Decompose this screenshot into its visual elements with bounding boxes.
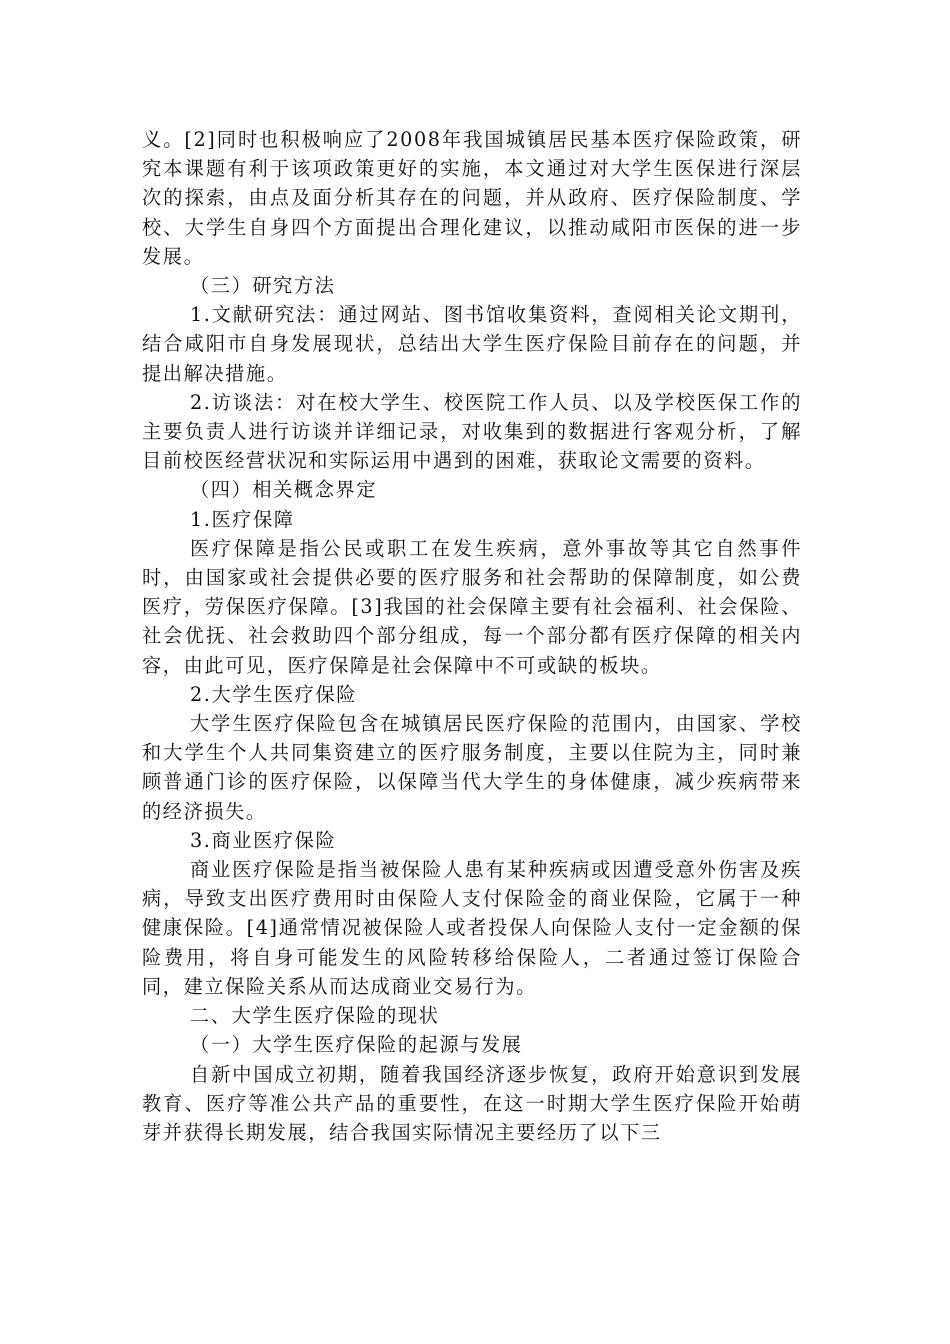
section-heading: （四）相关概念界定 [190, 478, 378, 502]
section-heading: （一）大学生医疗保险的起源与发展 [190, 1033, 523, 1057]
body-paragraph: 自新中国成立初期，随着我国经济逐步恢复，政府开始意识到发展教育、医疗等准公共产品的重要性，在这一时期大学生医疗保险开始萌芽并获得长期发展，结合我国实际情况主要经历了以下三 [142, 1062, 802, 1144]
body-paragraph: 医疗保障是指公民或职工在发生疾病，意外事故等其它自然事件时，由国家或社会提供必要的医疗服务和社会帮助的保障制度，如公费医疗，劳保医疗保障。[3]我国的社会保障主要有社会福利、社会保险、社会优抚、社会救助四个部分组成，每一个部分都有医疗保障的相关内容，由此可见，医疗保障是社会保障中不可或缺的板块。 [142, 536, 802, 677]
section-heading: （三）研究方法 [190, 274, 336, 298]
subsection-heading: 2.大学生医疗保险 [190, 682, 358, 706]
body-paragraph: 2.访谈法：对在校大学生、校医院工作人员、以及学校医保工作的主要负责人进行访谈并详细记录，对收集到的数据进行客观分析，了解目前校医经营状况和实际运用中遇到的困难，获取论文需要的资料。 [142, 390, 802, 473]
body-paragraph: 大学生医疗保险包含在城镇居民医疗保险的范围内，由国家、学校和大学生个人共同集资建立的医疗服务制度，主要以住院为主，同时兼顾普通门诊的医疗保险，以保障当代大学生的身体健康，减少疾病带来的经济损失。 [142, 712, 802, 823]
subsection-heading: 3.商业医疗保险 [190, 828, 337, 852]
subsection-heading: 1.医疗保障 [190, 507, 295, 531]
body-paragraph: 商业医疗保险是指当被保险人患有某种疾病或因遭受意外伤害及疾病，导致支出医疗费用时由保险人支付保险金的商业保险，它属于一种健康保险。[4]通常情况被保险人或者投保人向保险人支付一定金额的保险费用，将自身可能发生的风险转移给保险人，二者通过签订保险合同，建立保险关系从而达成商业交易行为。 [142, 858, 802, 998]
chapter-heading: 二、大学生医疗保险的现状 [190, 1004, 440, 1028]
body-paragraph: 1.文献研究法：通过网站、图书馆收集资料，查阅相关论文期刊，结合咸阳市自身发展现状，总结出大学生医疗保险目前存在的问题，并提出解决措施。 [142, 303, 802, 385]
document-page [142, 125, 802, 1147]
body-paragraph: 义。[2]同时也积极响应了2008年我国城镇居民基本医疗保险政策，研究本课题有利于该项政策更好的实施，本文通过对大学生医保进行深层次的探索，由点及面分析其存在的问题，并从政府、医疗保险制度、学校、大学生自身四个方面提出合理化建议，以推动咸阳市医保的进一步发展。 [142, 128, 802, 268]
